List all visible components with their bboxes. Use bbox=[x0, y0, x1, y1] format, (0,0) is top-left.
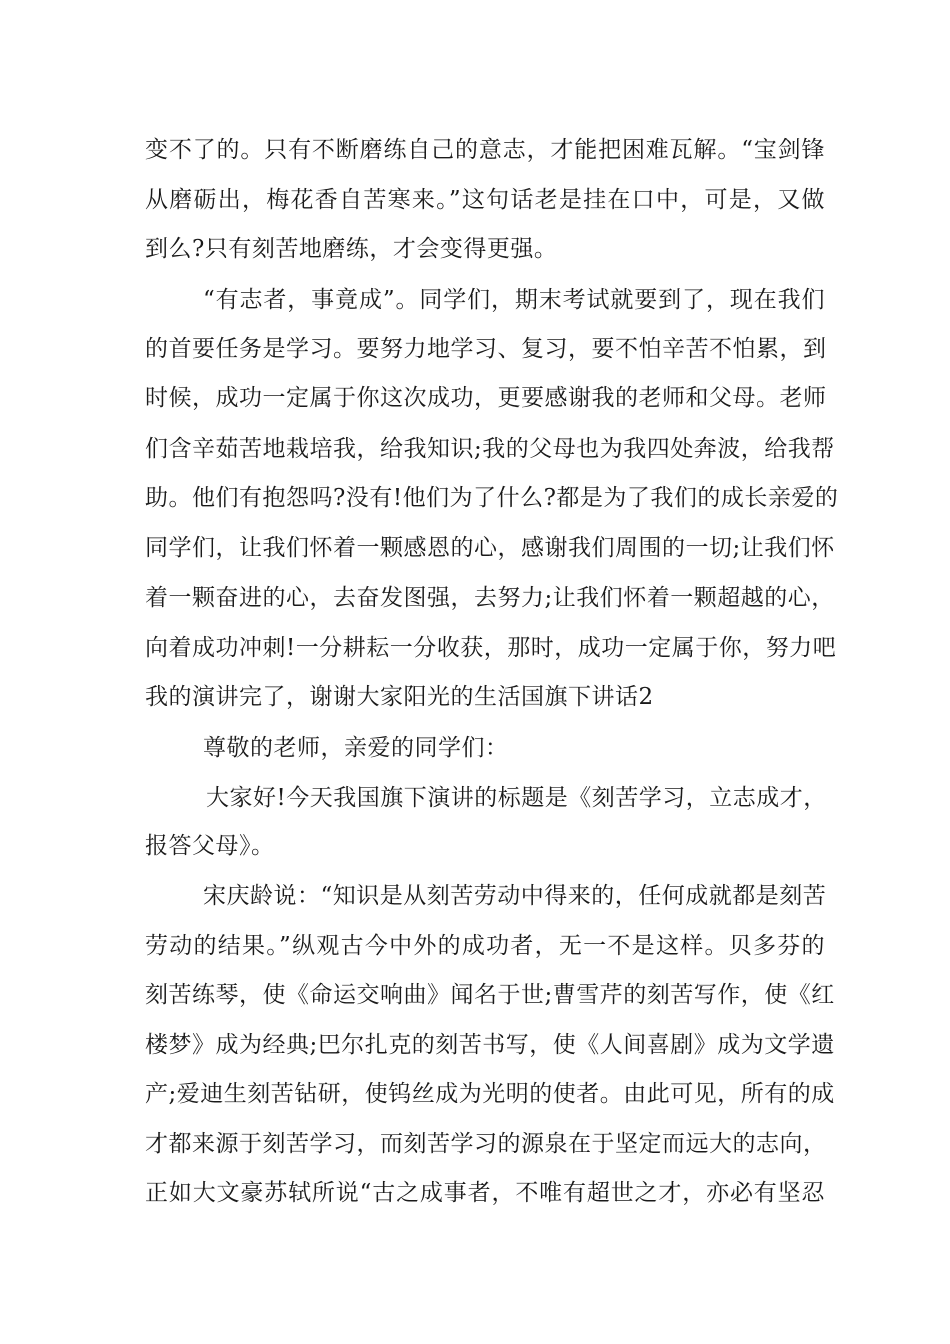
text-line: 楼梦》成为经典;巴尔扎克的刻苦书写，使《人间喜剧》成为文学遗 bbox=[145, 1032, 835, 1058]
text-line: 同学们，让我们怀着一颗感恩的心，感谢我们周围的一切;让我们怀 bbox=[145, 535, 835, 561]
salutation: 尊敬的老师，亲爱的同学们： bbox=[203, 735, 509, 761]
text-line: 们含辛茹苦地栽培我，给我知识;我的父母也为我四处奔波，给我帮 bbox=[145, 436, 835, 462]
text-line: 大家好!今天我国旗下演讲的标题是《刻苦学习，立志成才， bbox=[206, 785, 827, 811]
text-line: 我的演讲完了，谢谢大家阳光的生活国旗下讲话2 bbox=[145, 684, 654, 710]
text-line: 正如大文豪苏轼所说“古之成事者，不唯有超世之才，亦必有坚忍 bbox=[145, 1180, 825, 1206]
text-line: 刻苦练琴，使《命运交响曲》闻名于世;曹雪芹的刻苦写作，使《红 bbox=[145, 982, 835, 1008]
text-line: “有志者，事竟成”。同学们，期末考试就要到了，现在我们 bbox=[203, 287, 825, 313]
text-line: 才都来源于刻苦学习，而刻苦学习的源泉在于坚定而远大的志向， bbox=[145, 1131, 827, 1157]
text-line: 助。他们有抱怨吗?没有!他们为了什么?都是为了我们的成长亲爱的 bbox=[145, 485, 839, 511]
text-line: 变不了的。只有不断磨练自己的意志，才能把困难瓦解。“宝剑锋 bbox=[145, 137, 825, 163]
text-line: 宋庆龄说：“知识是从刻苦劳动中得来的，任何成就都是刻苦 bbox=[203, 883, 827, 909]
text-line: 着一颗奋进的心，去奋发图强，去努力;让我们怀着一颗超越的心， bbox=[145, 585, 835, 611]
text-line: 的首要任务是学习。要努力地学习、复习，要不怕辛苦不怕累，到 bbox=[145, 336, 827, 362]
text-line: 报答父母》。 bbox=[145, 833, 275, 859]
text-line: 产;爱迪生刻苦钻研，使钨丝成为光明的使者。由此可见，所有的成 bbox=[145, 1081, 835, 1107]
text-line: 向着成功冲刺!一分耕耘一分收获，那时，成功一定属于你，努力吧 bbox=[145, 635, 837, 661]
text-line: 到么?只有刻苦地磨练，才会变得更强。 bbox=[145, 236, 558, 262]
text-line: 时候，成功一定属于你这次成功，更要感谢我的老师和父母。老师 bbox=[145, 385, 827, 411]
text-line: 从磨砺出，梅花香自苦寒来。”这句话老是挂在口中，可是，又做 bbox=[145, 187, 825, 213]
text-line: 劳动的结果。”纵观古今中外的成功者，无一不是这样。贝多芬的 bbox=[145, 933, 825, 959]
